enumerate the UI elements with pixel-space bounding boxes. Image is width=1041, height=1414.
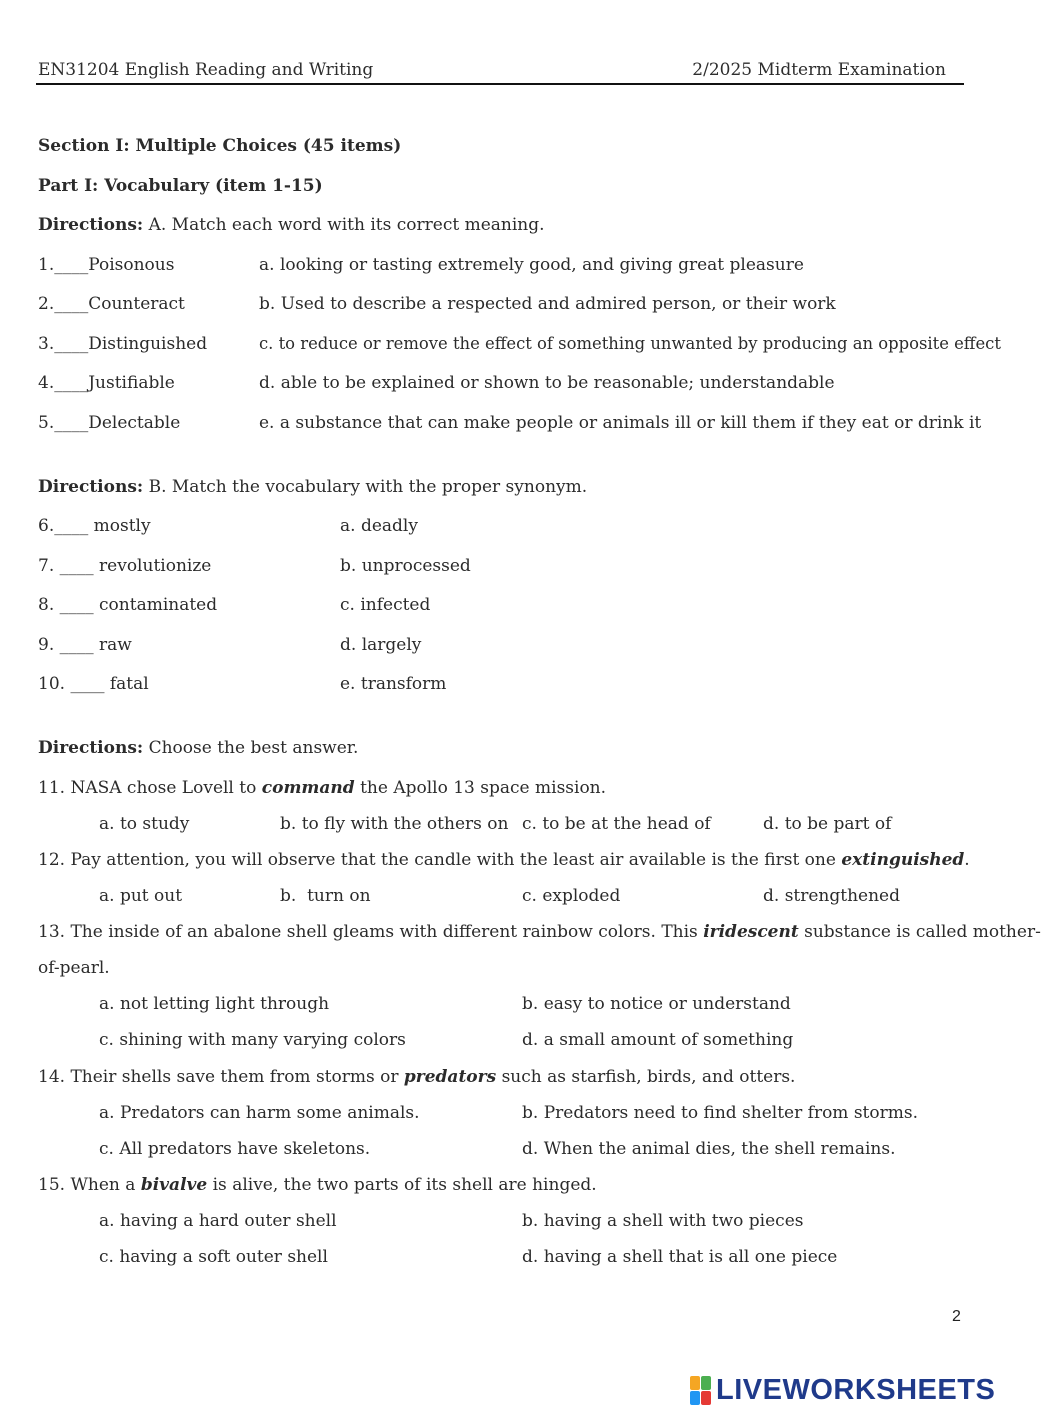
match-word: 4.____Justifiable bbox=[38, 373, 175, 393]
synonym-word: 8. ____ contaminated bbox=[38, 595, 218, 615]
question-text: substance is called mother- bbox=[798, 922, 1041, 942]
match-meaning: d. able to be explained or shown to be reasonable; understandable bbox=[259, 373, 835, 393]
header-divider bbox=[36, 83, 964, 85]
answer-option: d. a small amount of something bbox=[522, 1030, 794, 1050]
answer-option: a. put out bbox=[99, 886, 183, 906]
question-text: the Apollo 13 space mission. bbox=[354, 778, 607, 798]
answer-option: d. to be part of bbox=[763, 814, 892, 834]
liveworksheets-logo[interactable] bbox=[690, 1374, 995, 1407]
answer-option: c. exploded bbox=[522, 886, 621, 906]
match-meaning: c. to reduce or remove the effect of something unwanted by producing an opposite effect bbox=[259, 334, 1001, 353]
answer-option: b. easy to notice or understand bbox=[522, 994, 791, 1014]
match-word: 3.____Distinguished bbox=[38, 334, 208, 354]
synonym-option: e. transform bbox=[340, 674, 447, 694]
question-keyword: command bbox=[261, 778, 355, 798]
answer-option: b. to fly with the others on bbox=[280, 814, 509, 834]
exam-title: 2/2025 Midterm Examination bbox=[692, 60, 946, 80]
question-13 bbox=[38, 922, 1041, 942]
part-title: Part I: Vocabulary (item 1-15) bbox=[38, 176, 323, 196]
match-word: 5.____Delectable bbox=[38, 413, 181, 433]
course-title: EN31204 English Reading and Writing bbox=[38, 60, 374, 80]
match-meaning: e. a substance that can make people or animals ill or kill them if they eat or drink it bbox=[259, 413, 982, 433]
match-meaning: b. Used to describe a respected and admired person, or their work bbox=[259, 294, 836, 314]
question-keyword: iridescent bbox=[703, 922, 799, 942]
directions-a bbox=[38, 215, 545, 235]
liveworksheets-logo-text: LIVEWORKSHEETS bbox=[716, 1374, 996, 1406]
question-text: 15. When a bbox=[38, 1175, 141, 1195]
question-text: is alive, the two parts of its shell are hinged. bbox=[207, 1175, 597, 1195]
answer-option: b. turn on bbox=[280, 886, 371, 906]
answer-option: b. having a shell with two pieces bbox=[522, 1211, 804, 1231]
answer-option: a. to study bbox=[99, 814, 190, 834]
answer-option: a. having a hard outer shell bbox=[99, 1211, 337, 1231]
directions-b bbox=[38, 477, 587, 497]
answer-option: d. strengthened bbox=[763, 886, 900, 906]
answer-option: c. to be at the head of bbox=[522, 814, 711, 834]
question-text: 11. NASA chose Lovell to bbox=[38, 778, 262, 798]
directions-label: Directions: bbox=[38, 477, 144, 497]
question-keyword: bivalve bbox=[140, 1175, 208, 1195]
question-15 bbox=[38, 1175, 597, 1195]
match-meaning: a. looking or tasting extremely good, and giving great pleasure bbox=[259, 255, 804, 275]
question-11 bbox=[38, 778, 606, 798]
answer-option: d. When the animal dies, the shell remains. bbox=[522, 1139, 896, 1159]
match-word: 2.____Counteract bbox=[38, 294, 185, 314]
directions-b-text: B. Match the vocabulary with the proper synonym. bbox=[148, 477, 588, 497]
synonym-word: 7. ____ revolutionize bbox=[38, 556, 212, 576]
synonym-word: 6.____ mostly bbox=[38, 516, 151, 536]
question-keyword: extinguished bbox=[841, 850, 965, 870]
page-number: 2 bbox=[952, 1308, 961, 1325]
question-text: such as starfish, birds, and otters. bbox=[496, 1067, 796, 1087]
directions-c-text: Choose the best answer. bbox=[148, 738, 359, 758]
answer-option: c. having a soft outer shell bbox=[99, 1247, 328, 1267]
question-text: 13. The inside of an abalone shell gleams with different rainbow colors. This bbox=[38, 922, 704, 942]
question-12 bbox=[38, 850, 970, 870]
answer-option: c. shining with many varying colors bbox=[99, 1030, 406, 1050]
synonym-word: 9. ____ raw bbox=[38, 635, 132, 655]
synonym-option: c. infected bbox=[340, 595, 431, 615]
question-text: 14. Their shells save them from storms or bbox=[38, 1067, 404, 1087]
question-keyword: predators bbox=[403, 1067, 497, 1087]
synonym-word: 10. ____ fatal bbox=[38, 674, 149, 694]
directions-label: Directions: bbox=[38, 215, 144, 235]
question-text: 12. Pay attention, you will observe that the candle with the least air available is the first one bbox=[38, 850, 842, 870]
question-14 bbox=[38, 1067, 795, 1087]
answer-option: b. Predators need to find shelter from storms. bbox=[522, 1103, 918, 1123]
synonym-option: a. deadly bbox=[340, 516, 418, 536]
section-title: Section I: Multiple Choices (45 items) bbox=[38, 136, 402, 156]
directions-c bbox=[38, 738, 358, 758]
answer-option: d. having a shell that is all one piece bbox=[522, 1247, 838, 1267]
answer-option: a. not letting light through bbox=[99, 994, 330, 1014]
directions-a-text: A. Match each word with its correct meaning. bbox=[148, 215, 545, 235]
synonym-option: b. unprocessed bbox=[340, 556, 471, 576]
question-13-continuation: of-pearl. bbox=[38, 958, 110, 978]
liveworksheets-logo-icon bbox=[690, 1376, 712, 1406]
synonym-option: d. largely bbox=[340, 635, 422, 655]
question-text: . bbox=[964, 850, 970, 870]
answer-option: a. Predators can harm some animals. bbox=[99, 1103, 420, 1123]
directions-label: Directions: bbox=[38, 738, 144, 758]
answer-option: c. All predators have skeletons. bbox=[99, 1139, 371, 1159]
match-word: 1.____Poisonous bbox=[38, 255, 175, 275]
